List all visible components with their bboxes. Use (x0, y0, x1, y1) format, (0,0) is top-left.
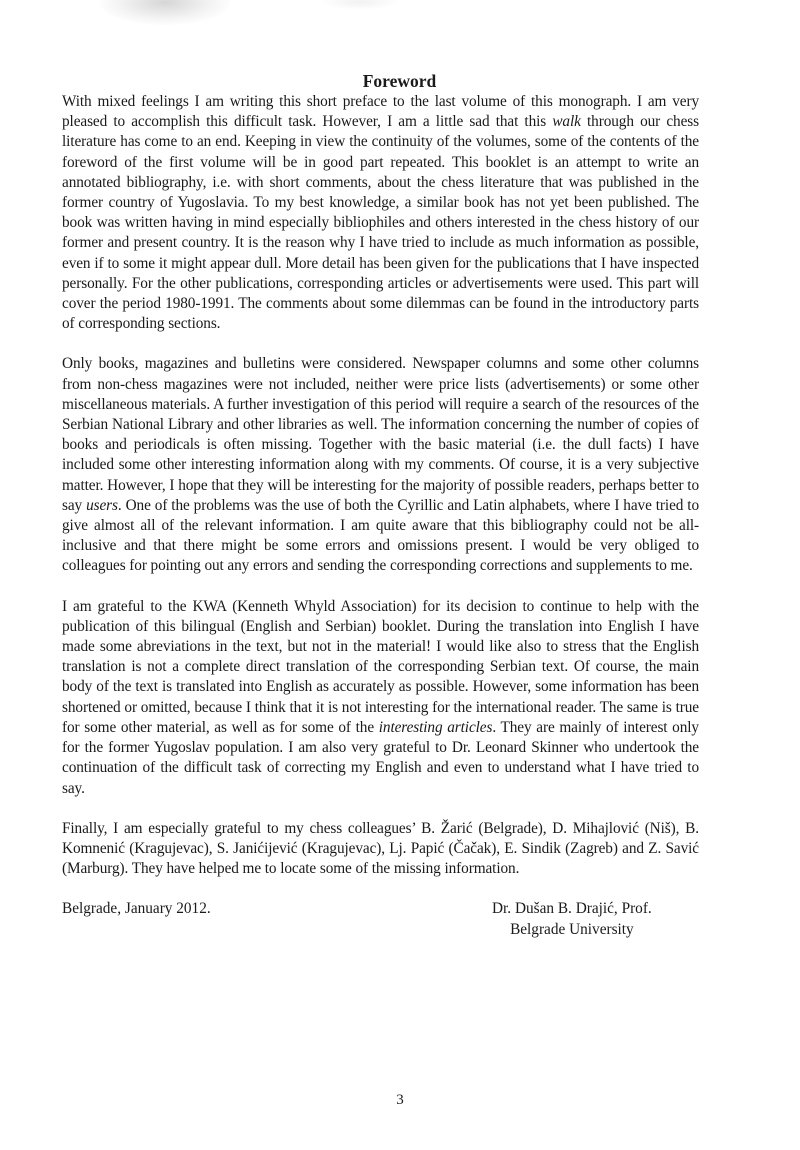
paragraph-text: With mixed feelings I am writing this short preface to the last volume of this monograph. I am very pleased to accomplish this difficult task. However, I am a little sad that this (62, 93, 699, 131)
paragraph-acknowledgement-kwa (62, 597, 699, 799)
paragraph-text: . One of the problems was the use of both the Cyrillic and Latin alphabets, where I have tried to give almost all of the relevant information. I am quite aware that this bibliography could not be all-inclusive and that there might be some errors and omissions present. I would be very obliged to colleagues for pointing out any errors and sending the corresponding corrections and supplements to me. (62, 496, 699, 575)
scan-artifact (320, 0, 400, 10)
document-page (62, 70, 699, 943)
paragraph-scope (62, 354, 699, 576)
emphasis-text: walk (552, 113, 581, 131)
author-name: Dr. Dušan B. Drajić, Prof. (492, 900, 652, 918)
author-affiliation: Belgrade University (510, 920, 634, 938)
place-date: Belgrade, January 2012. (62, 900, 211, 918)
paragraph-text: I am grateful to the KWA (Kenneth Whyld Association) for its decision to continue to help with the publication of this bilingual (English and Serbian) booklet. During the translation into English I have made some abreviations in the text, but not in the material! I would like also to stress that the English translation is not a complete direct translation of the corresponding Serbian text. Of course, the main body of the text is translated into English as accurately as possible. However, some information has been shortened or omitted, because I think that it is not interesting for the international reader. The same is true for some other material, as well as for some of the (62, 597, 699, 736)
paragraph-intro (62, 92, 699, 334)
signature-block (492, 899, 652, 939)
page-title: Foreword (362, 71, 437, 91)
paragraph-text: Only books, magazines and bulletins were considered. Newspaper columns and some other columns from non-chess magazines were not included, neither were price lists (advertisements) or some other miscellaneous materials. A further investigation of this period will require a search of the resources of the Serbian National Library and other libraries as well. The information concerning the number of copies of books and periodicals is often missing. Together with the basic material (i.e. the dull facts) I have included some other interesting information along with my comments. Of course, it is a very subjective matter. However, I hope that they will be interesting for the majority of possible readers, perhaps better to say (62, 355, 699, 514)
signature-row (62, 899, 699, 943)
paragraph-text: Finally, I am especially grateful to my chess colleagues’ B. Žarić (Belgrade), D. Mihajlović (Niš), B. Komnenić (Kragujevac), S. Janićijević (Kragujevac), Lj. Papić (Čačak), E. Sindik (Zagreb) and Z. Savić (Marburg). They have helped me to locate some of the missing information. (62, 819, 699, 878)
emphasis-text: users (86, 496, 118, 514)
paragraph-text: through our chess literature has come to an end. Keeping in view the continuity of the volumes, some of the contents of the foreword of the first volume will be in good part repeated. This booklet is an attempt to write an annotated bibliography, i.e. with short comments, about the chess literature that was published in the former country of Yugoslavia. To my best knowledge, a similar book has not yet been published. The book was written having in mind especially bibliophiles and others interested in the chess history of our former and present country. It is the reason why I have tried to include as much information as possible, even if to some it might appear dull. More detail has been given for the publications that I have inspected personally. For the other publications, corresponding articles or advertisements were used. This part will cover the period 1980-1991. The comments about some dilemmas can be found in the introductory parts of corresponding sections. (62, 113, 699, 333)
emphasis-text: interesting articles (378, 718, 493, 736)
paragraph-acknowledgement-colleagues (62, 819, 699, 880)
scan-artifact (100, 0, 230, 25)
paragraph-text: . They are mainly of interest only for the former Yugoslav population. I am also very grateful to Dr. Leonard Skinner who undertook the continuation of the difficult task of correcting my English and even to understand what I have tried to say. (62, 718, 699, 797)
page-number: 3 (396, 1092, 404, 1108)
